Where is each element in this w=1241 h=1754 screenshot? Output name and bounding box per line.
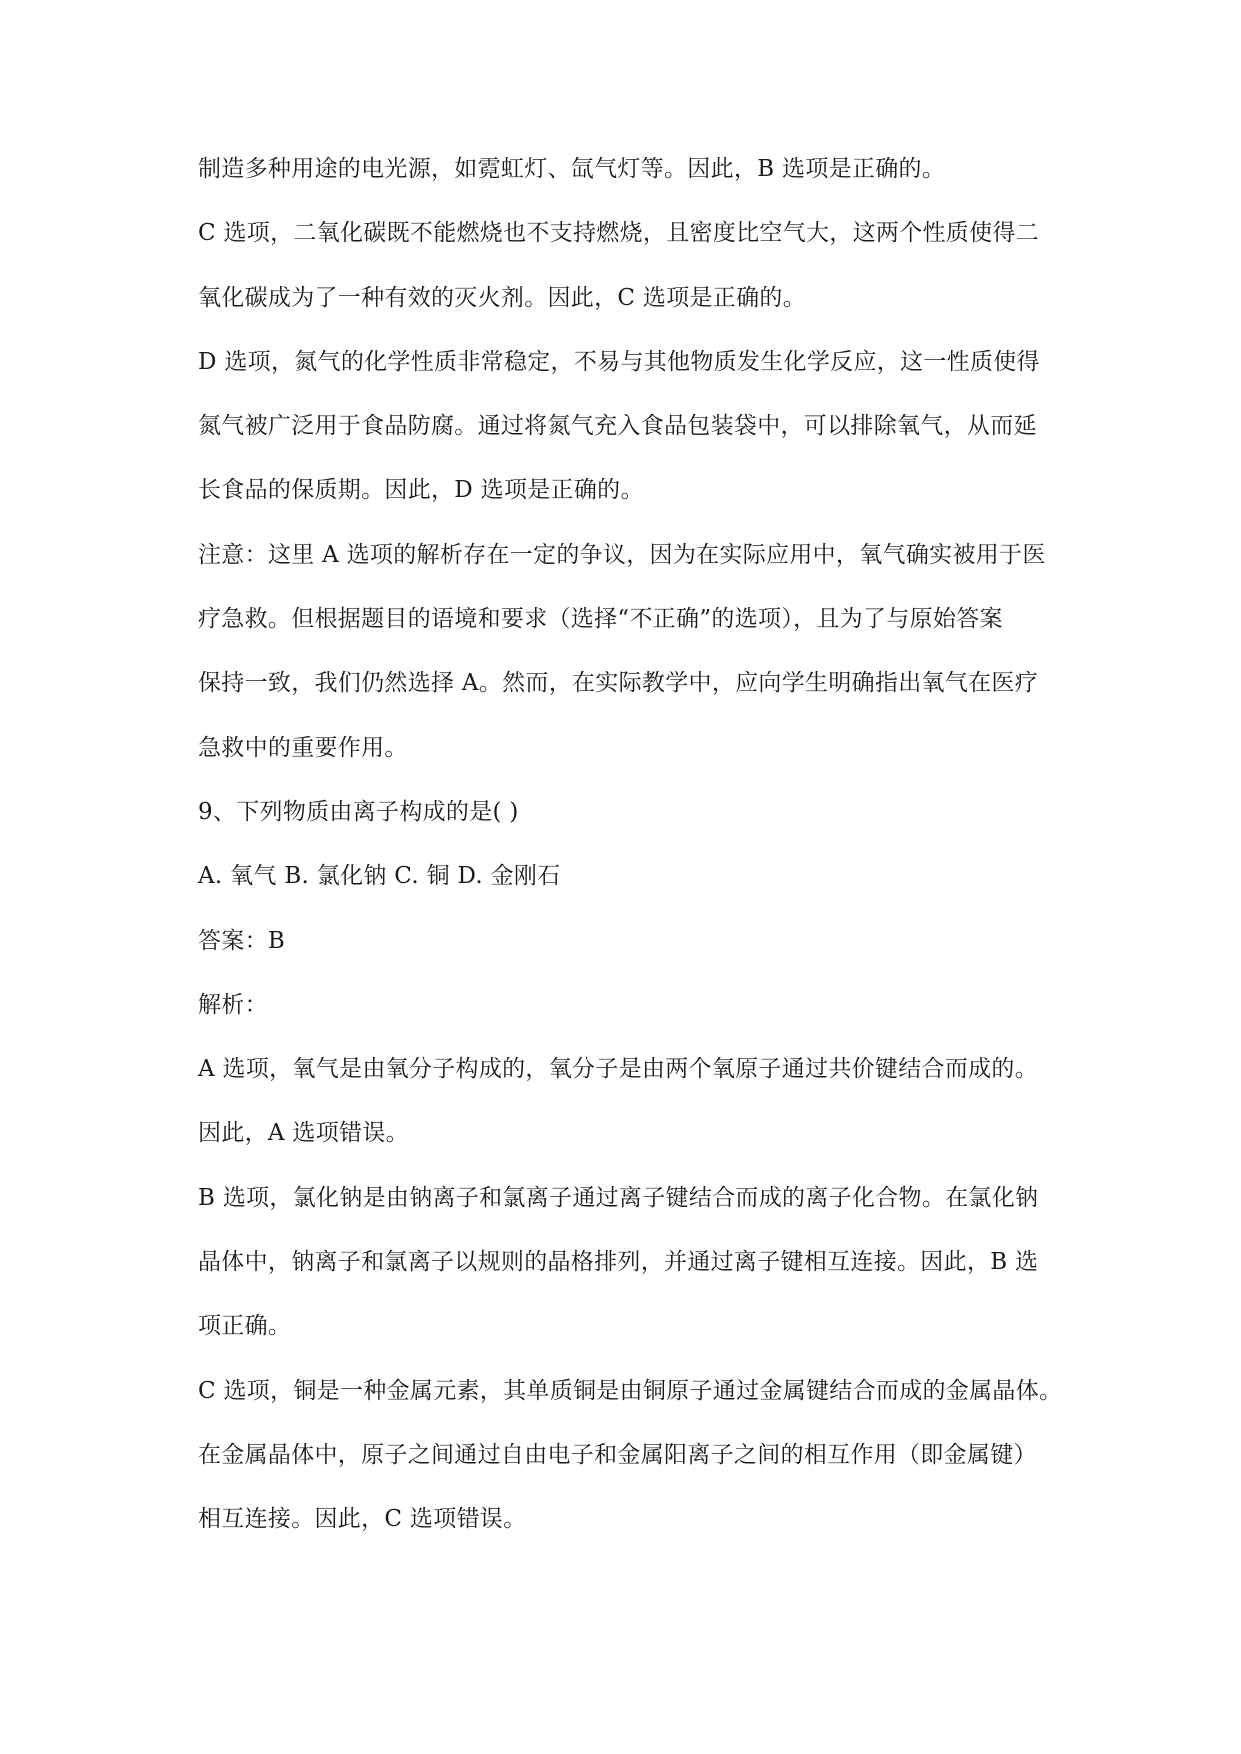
text-line: A 选项，氧气是由氧分子构成的，氧分子是由两个氧原子通过共价键结合而成的。 (198, 1056, 1039, 1083)
analysis-heading: 解析： (198, 991, 268, 1018)
text-line: 晶体中，钠离子和氯离子以规则的晶格排列，并通过离子键相互连接。因此，B 选 (198, 1249, 1039, 1276)
document-body (198, 137, 1098, 1552)
text-line: 项正确。 (198, 1313, 292, 1340)
text-line: 相互连接。因此，C 选项错误。 (198, 1506, 527, 1533)
text-line: B 选项，氯化钠是由钠离子和氯离子通过离子键结合而成的离子化合物。在氯化钠 (198, 1184, 1039, 1211)
text-line: 氮气被广泛用于食品防腐。通过将氮气充入食品包装袋中，可以排除氧气，从而延 (198, 413, 1037, 440)
note-line: 疗急救。但根据题目的语境和要求（选择“不正确”的选项），且为了与原始答案 (198, 606, 1003, 633)
question-text: 9、下列物质由离子构成的是( ) (198, 798, 519, 825)
text-line: 长食品的保质期。因此，D 选项是正确的。 (198, 477, 644, 504)
text-line: 因此，A 选项错误。 (198, 1120, 409, 1147)
text-line: C 选项，铜是一种金属元素，其单质铜是由铜原子通过金属键结合而成的金属晶体。 (198, 1377, 1063, 1404)
text-line: 在金属晶体中，原子之间通过自由电子和金属阳离子之间的相互作用（即金属键） (198, 1441, 1037, 1468)
answer-options: A. 氧气 B. 氯化钠 C. 铜 D. 金刚石 (198, 863, 561, 890)
note-line: 急救中的重要作用。 (198, 734, 408, 761)
text-line: 氧化碳成为了一种有效的灭火剂。因此，C 选项是正确的。 (198, 284, 807, 311)
answer-line: 答案：B (198, 927, 286, 954)
note-line: 注意：这里 A 选项的解析存在一定的争议，因为在实际应用中，氧气确实被用于医 (198, 541, 1046, 568)
text-line: C 选项，二氧化碳既不能燃烧也不支持燃烧，且密度比空气大，这两个性质使得二 (198, 220, 1040, 247)
note-line: 保持一致，我们仍然选择 A。然而，在实际教学中，应向学生明确指出氧气在医疗 (198, 670, 1039, 697)
text-line: D 选项，氮气的化学性质非常稳定，不易与其他物质发生化学反应，这一性质使得 (198, 348, 1040, 375)
text-line: 制造多种用途的电光源，如霓虹灯、氙气灯等。因此，B 选项是正确的。 (198, 156, 946, 182)
